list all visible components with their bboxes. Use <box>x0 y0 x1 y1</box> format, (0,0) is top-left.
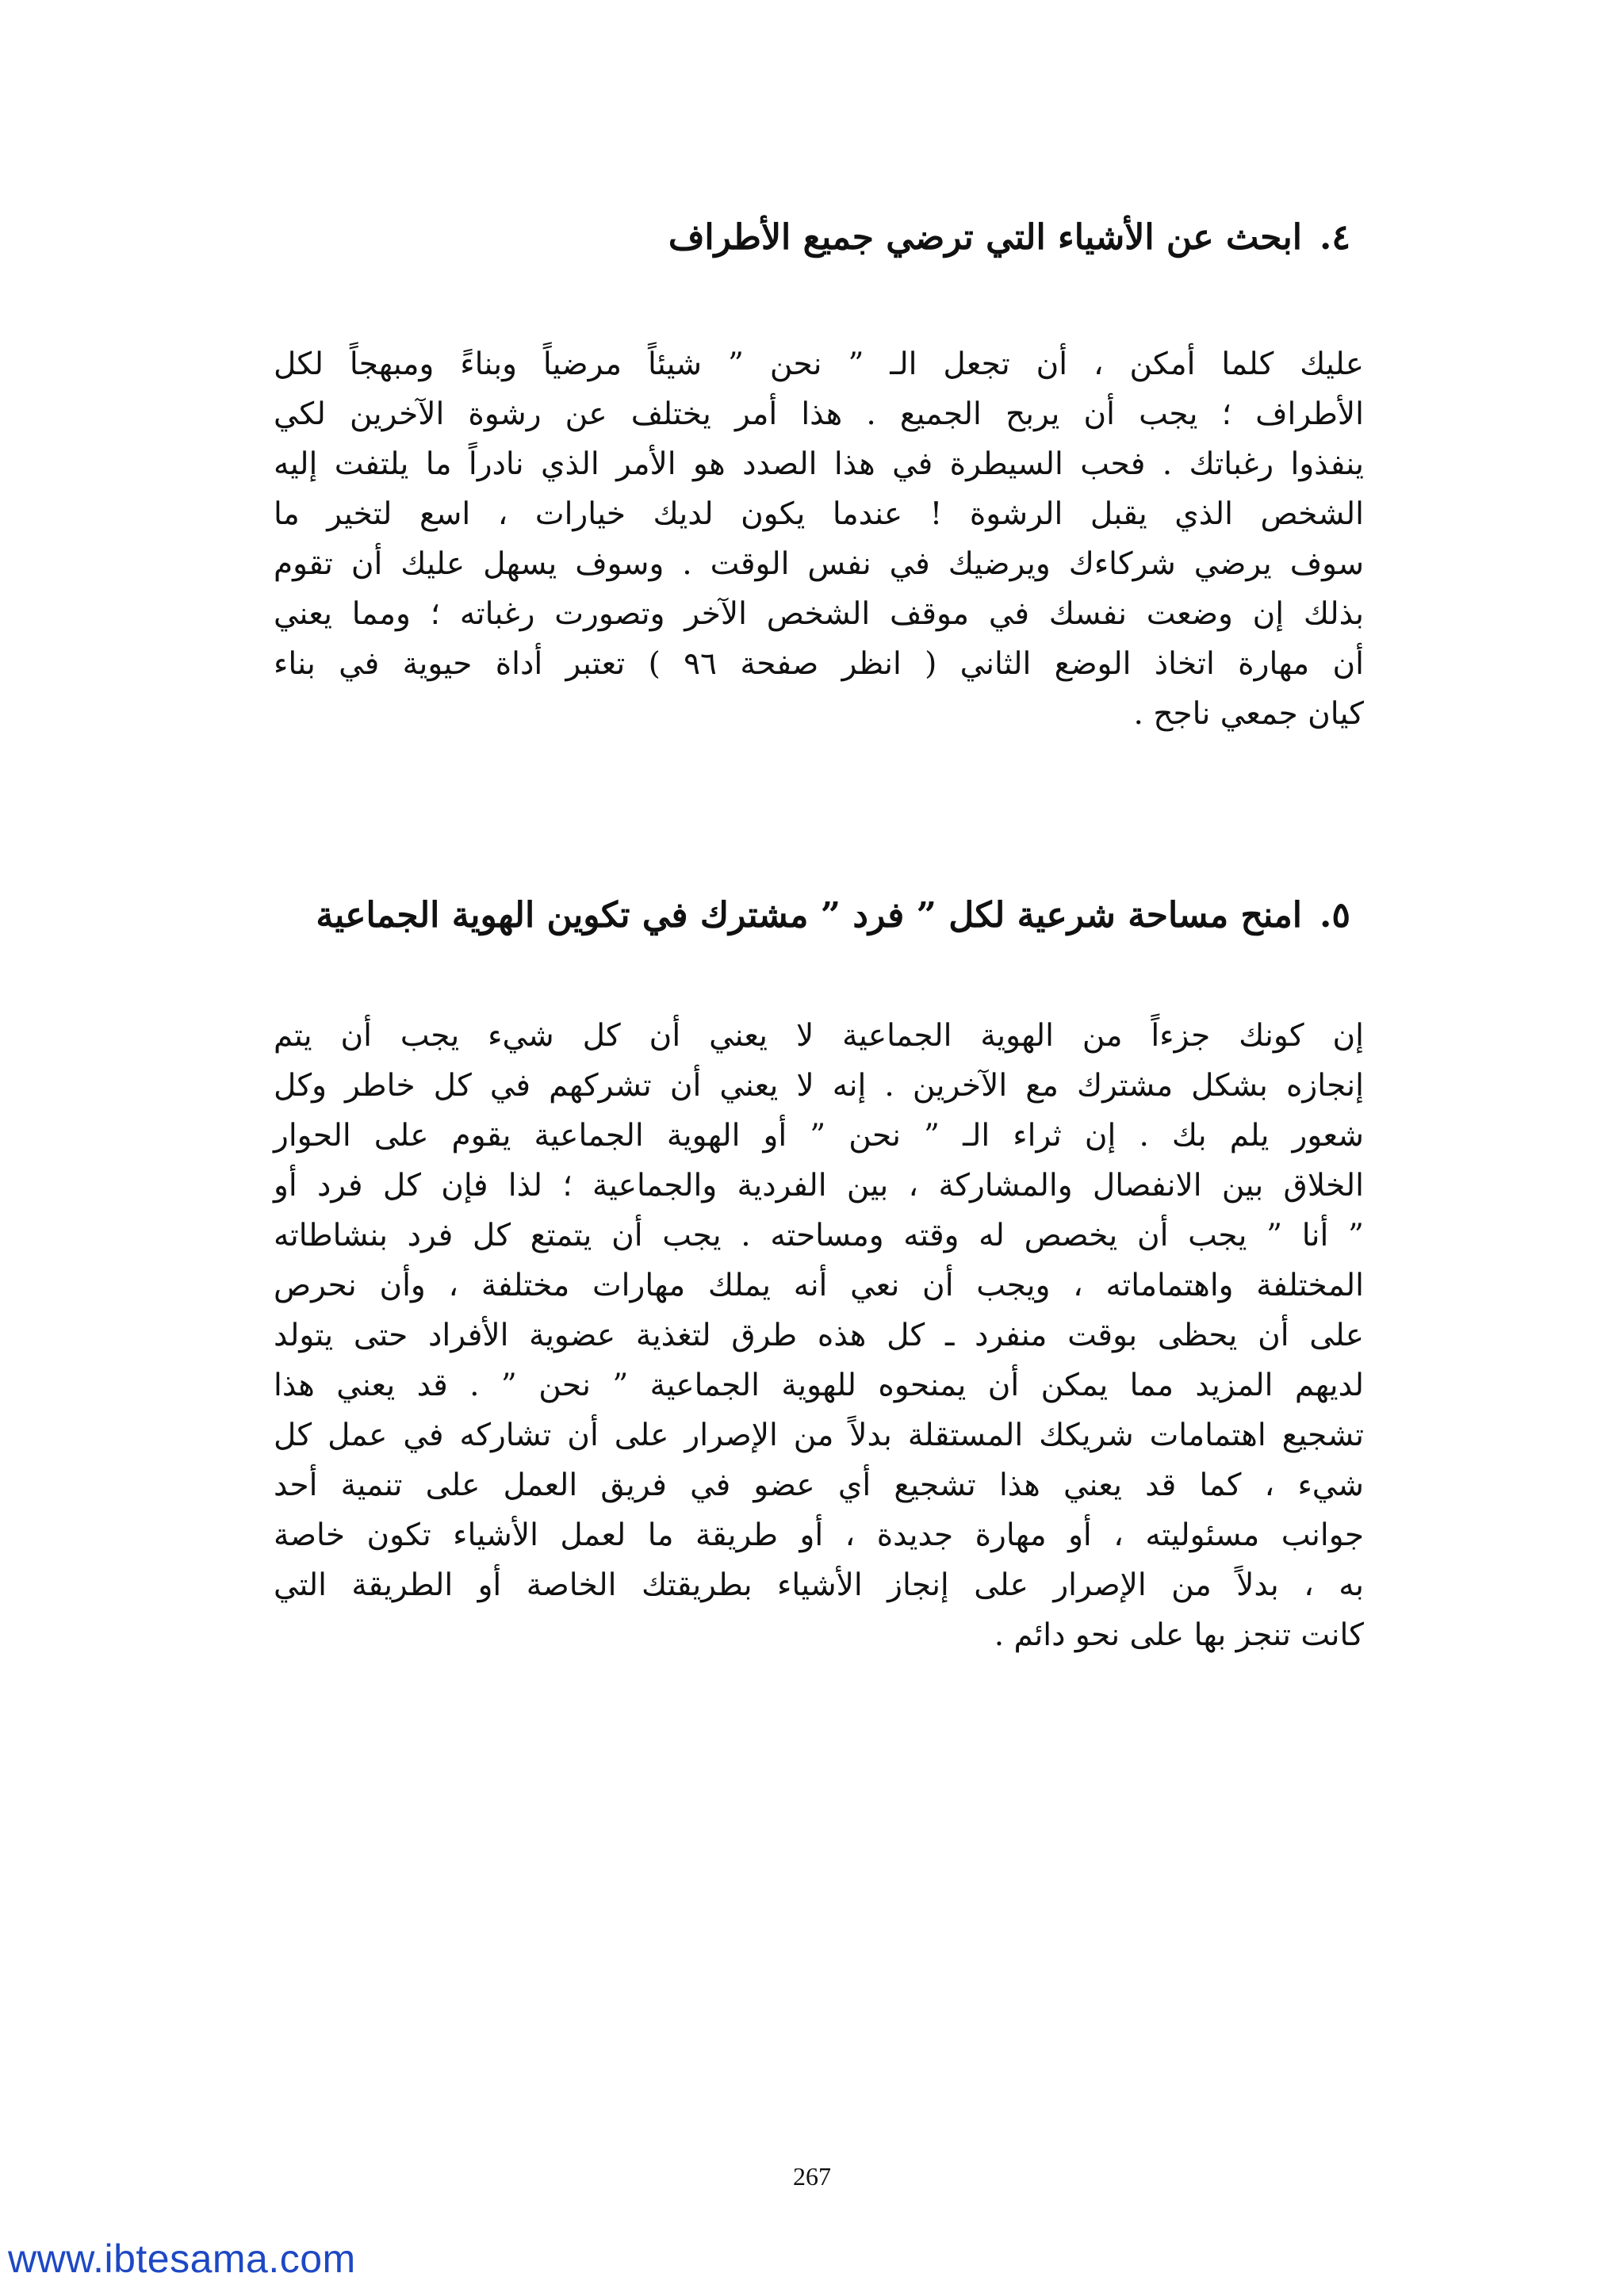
paragraph-line: على أن يحظى بوقت منفرد ـ كل هذه طرق لتغذية عضوية الأفراد حتى يتولد <box>274 1318 1364 1353</box>
paragraph-line: ينفذوا رغباتك . فحب السيطرة في هذا الصدد هو الأمر الذي نادراً ما يلتفت إليه <box>274 446 1364 482</box>
paragraph-line: سوف يرضي شركاءك ويرضيك في نفس الوقت . وسوف يسهل عليك أن تقوم <box>274 546 1364 582</box>
section-heading-text-4: ابحث عن الأشياء التي ترضي جميع الأطراف <box>668 217 1303 258</box>
paragraph-line: أن مهارة اتخاذ الوضع الثاني ( انظر صفحة ٩٦ ) تعتبر أداة حيوية في بناء <box>274 646 1364 682</box>
paragraph-line: تشجيع اهتمامات شريكك المستقلة بدلاً من الإصرار على أن تشاركه في عمل كل <box>274 1418 1364 1453</box>
paragraph-line: المختلفة واهتماماته ، ويجب أن نعي أنه يملك مهارات مختلفة ، وأن نحرص <box>274 1268 1364 1303</box>
page-number: 267 <box>793 2162 831 2191</box>
paragraph-line: به ، بدلاً من الإصرار على إنجاز الأشياء بطريقتك الخاصة أو الطريقة التي <box>274 1567 1364 1603</box>
paragraph-line: كانت تنجز بها على نحو دائم . <box>994 1617 1364 1653</box>
paragraph-line: إن كونك جزءاً من الهوية الجماعية لا يعني أن كل شيء يجب أن يتم <box>274 1018 1364 1054</box>
section-paragraph-4 <box>274 339 1364 739</box>
paragraph-line: شيء ، كما قد يعني هذا تشجيع أي عضو في فريق العمل على تنمية أحد <box>274 1468 1364 1503</box>
section-heading-4 <box>668 214 1350 262</box>
paragraph-5-body <box>274 1011 1364 1660</box>
section-heading-text-5: امنح مساحة شرعية لكل ” فرد ” مشترك في تكوين الهوية الجماعية <box>316 895 1303 936</box>
paragraph-line: الأطراف ؛ يجب أن يربح الجميع . هذا أمر يختلف عن رشوة الآخرين لكي <box>274 396 1364 432</box>
paragraph-line: جوانب مسئوليته ، أو مهارة جديدة ، أو طريقة ما لعمل الأشياء تكون خاصة <box>274 1517 1364 1553</box>
section-number-4: ٤. <box>1320 217 1350 258</box>
paragraph-line: إنجازه بشكل مشترك مع الآخرين . إنه لا يعني أن تشركهم في كل خاطر وكل <box>274 1068 1364 1104</box>
section-number-5: ٥. <box>1320 895 1350 936</box>
section-heading-5 <box>316 892 1350 939</box>
paragraph-line: الشخص الذي يقبل الرشوة ! عندما يكون لديك خيارات ، اسع لتخير ما <box>274 496 1364 532</box>
paragraph-4-body <box>274 339 1364 739</box>
site-watermark: www.ibtesama.com <box>8 2237 356 2281</box>
paragraph-line: شعور يلم بك . إن ثراء الـ ” نحن ” أو الهوية الجماعية يقوم على الحوار <box>274 1118 1364 1154</box>
paragraph-line: بذلك إن وضعت نفسك في موقف الشخص الآخر وتصورت رغباته ؛ ومما يعني <box>274 596 1364 632</box>
paragraph-line: ” أنا ” يجب أن يخصص له وقته ومساحته . يجب أن يتمتع كل فرد بنشاطاته <box>274 1218 1364 1253</box>
paragraph-line: لديهم المزيد مما يمكن أن يمنحوه للهوية الجماعية ” نحن ” . قد يعني هذا <box>274 1368 1364 1403</box>
section-paragraph-5 <box>274 1011 1364 1660</box>
paragraph-line: الخلاق بين الانفصال والمشاركة ، بين الفردية والجماعية ؛ لذا فإن كل فرد أو <box>274 1168 1364 1203</box>
paragraph-line: كيان جمعي ناجح . <box>1133 696 1364 732</box>
paragraph-line: عليك كلما أمكن ، أن تجعل الـ ” نحن ” شيئاً مرضياً وبناءً ومبهجاً لكل <box>274 346 1364 382</box>
